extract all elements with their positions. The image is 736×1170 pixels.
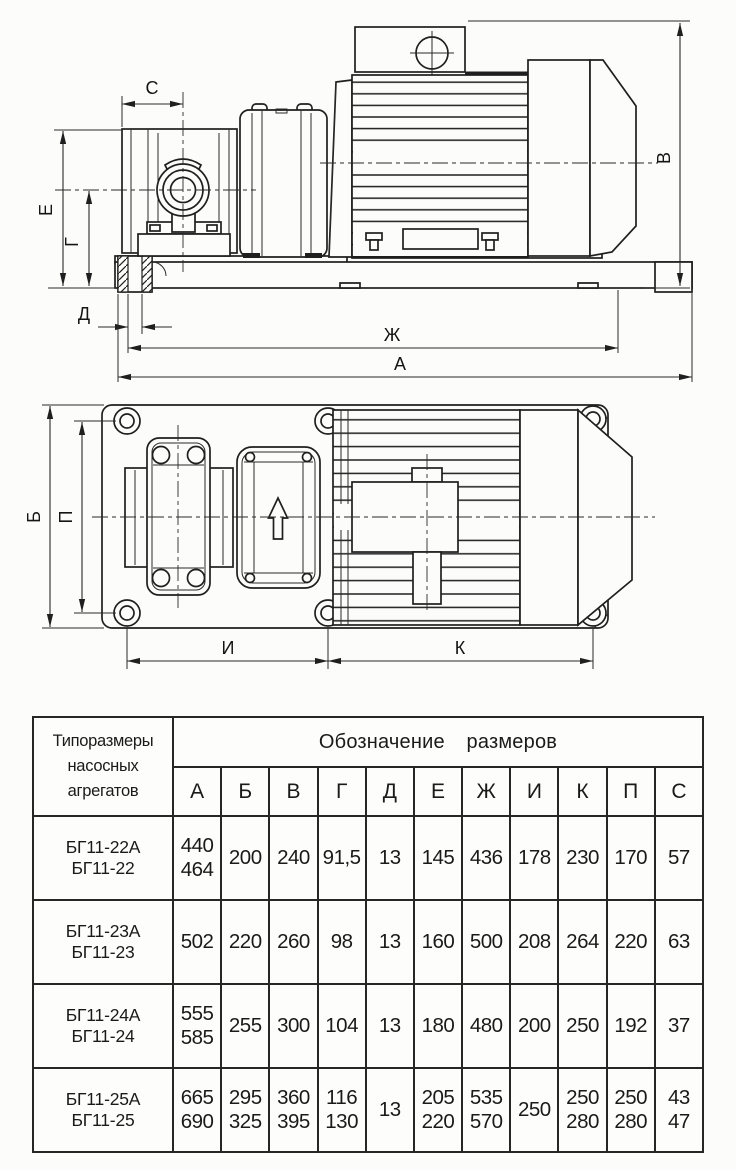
dimensions-table — [32, 716, 704, 1153]
column-header-p: П — [606, 768, 654, 815]
value-cell: 180 — [413, 983, 461, 1067]
value-cell: 535 570 — [461, 1067, 509, 1151]
column-header-s: С — [654, 768, 702, 815]
value-cell: 502 — [172, 899, 220, 983]
column-header-k: К — [557, 768, 605, 815]
value-cell: 480 — [461, 983, 509, 1067]
value-cell: 43 47 — [654, 1067, 702, 1151]
column-header-zh: Ж — [461, 768, 509, 815]
model-name: БГ11-24А — [65, 1005, 141, 1025]
dimension-g — [62, 191, 89, 286]
value-cell: 37 — [654, 983, 702, 1067]
model-name: БГ11-22А — [65, 837, 141, 857]
column-header-i: И — [509, 768, 557, 815]
column-header-v: В — [268, 768, 316, 815]
motor-end-shield — [528, 60, 590, 256]
fan-cover — [590, 60, 636, 256]
value-cell: 98 — [317, 899, 365, 983]
row-header-title — [34, 718, 172, 815]
value-cell: 230 — [557, 815, 605, 899]
group-header: Обозначение размеров — [172, 718, 702, 768]
value-cell: 300 — [268, 983, 316, 1067]
dimension-i — [127, 628, 328, 669]
side-view-drawing — [0, 0, 736, 392]
value-cell: 500 — [461, 899, 509, 983]
dimension-a — [118, 292, 692, 382]
model-cell — [34, 983, 172, 1067]
value-cell: 436 — [461, 815, 509, 899]
dim-label-c: С — [145, 78, 159, 98]
value-cell: 13 — [365, 815, 413, 899]
dim-label-v: В — [654, 151, 674, 165]
dim-label-k: К — [454, 638, 466, 658]
value-cell: 104 — [317, 983, 365, 1067]
row-header-line: агрегатов — [67, 781, 139, 800]
column-header-e: Е — [413, 768, 461, 815]
value-cell: 665 690 — [172, 1067, 220, 1151]
value-cell: 13 — [365, 899, 413, 983]
value-cell: 160 — [413, 899, 461, 983]
column-header-g: Г — [317, 768, 365, 815]
column-header-a: А — [172, 768, 220, 815]
model-cell — [34, 1067, 172, 1151]
row-header-line: Типоразмеры — [52, 732, 154, 751]
value-cell: 250 — [557, 983, 605, 1067]
value-cell: 13 — [365, 983, 413, 1067]
dim-label-d: Д — [77, 304, 91, 324]
table-section — [0, 690, 736, 1153]
value-cell: 178 — [509, 815, 557, 899]
top-view-drawing — [0, 392, 736, 690]
value-cell: 250 280 — [557, 1067, 605, 1151]
value-cell: 240 — [268, 815, 316, 899]
dim-label-g: Г — [62, 237, 82, 247]
model-name: БГ11-25А — [65, 1089, 141, 1109]
value-cell: 260 — [268, 899, 316, 983]
fan-cover-plan — [578, 410, 632, 625]
value-cell: 440 464 — [172, 815, 220, 899]
dim-label-p: П — [56, 510, 76, 524]
coupling-guard-plan — [237, 447, 320, 588]
model-name: БГ11-24 — [71, 1026, 135, 1046]
column-header-b: Б — [220, 768, 268, 815]
dimension-zh — [128, 290, 618, 353]
dimension-c — [122, 78, 183, 127]
value-cell: 91,5 — [317, 815, 365, 899]
value-cell: 192 — [606, 983, 654, 1067]
dim-label-a: А — [393, 354, 407, 374]
value-cell: 250 280 — [606, 1067, 654, 1151]
dim-label-b: Б — [24, 511, 44, 523]
dimension-d — [78, 294, 172, 353]
motor-side — [329, 27, 636, 257]
model-name: БГ11-25 — [71, 1110, 135, 1130]
value-cell: 145 — [413, 815, 461, 899]
value-cell: 13 — [365, 1067, 413, 1151]
dim-label-zh: Ж — [383, 325, 401, 345]
dimension-e — [36, 130, 122, 288]
motor-plan — [333, 410, 632, 625]
value-cell: 170 — [606, 815, 654, 899]
value-cell: 200 — [509, 983, 557, 1067]
model-cell — [34, 815, 172, 899]
value-cell: 208 — [509, 899, 557, 983]
dimension-k — [328, 628, 593, 669]
value-cell: 63 — [654, 899, 702, 983]
coupling-housing-side — [240, 104, 327, 258]
model-name: БГ11-23 — [71, 942, 135, 962]
value-cell: 264 — [557, 899, 605, 983]
row-header-line: насосных — [67, 757, 139, 776]
value-cell: 250 — [509, 1067, 557, 1151]
value-cell: 220 — [606, 899, 654, 983]
pump-side — [122, 129, 237, 256]
value-cell: 57 — [654, 815, 702, 899]
column-header-d: Д — [365, 768, 413, 815]
value-cell: 360 395 — [268, 1067, 316, 1151]
model-name: БГ11-22 — [71, 858, 135, 878]
value-cell: 200 — [220, 815, 268, 899]
value-cell: 220 — [220, 899, 268, 983]
value-cell: 295 325 — [220, 1067, 268, 1151]
dim-label-i: И — [221, 638, 235, 658]
value-cell: 205 220 — [413, 1067, 461, 1151]
model-name: БГ11-23А — [65, 921, 141, 941]
value-cell: 555 585 — [172, 983, 220, 1067]
value-cell: 255 — [220, 983, 268, 1067]
terminal-box — [355, 27, 465, 72]
value-cell: 116 130 — [317, 1067, 365, 1151]
model-cell — [34, 899, 172, 983]
dim-label-e: Е — [36, 203, 56, 217]
